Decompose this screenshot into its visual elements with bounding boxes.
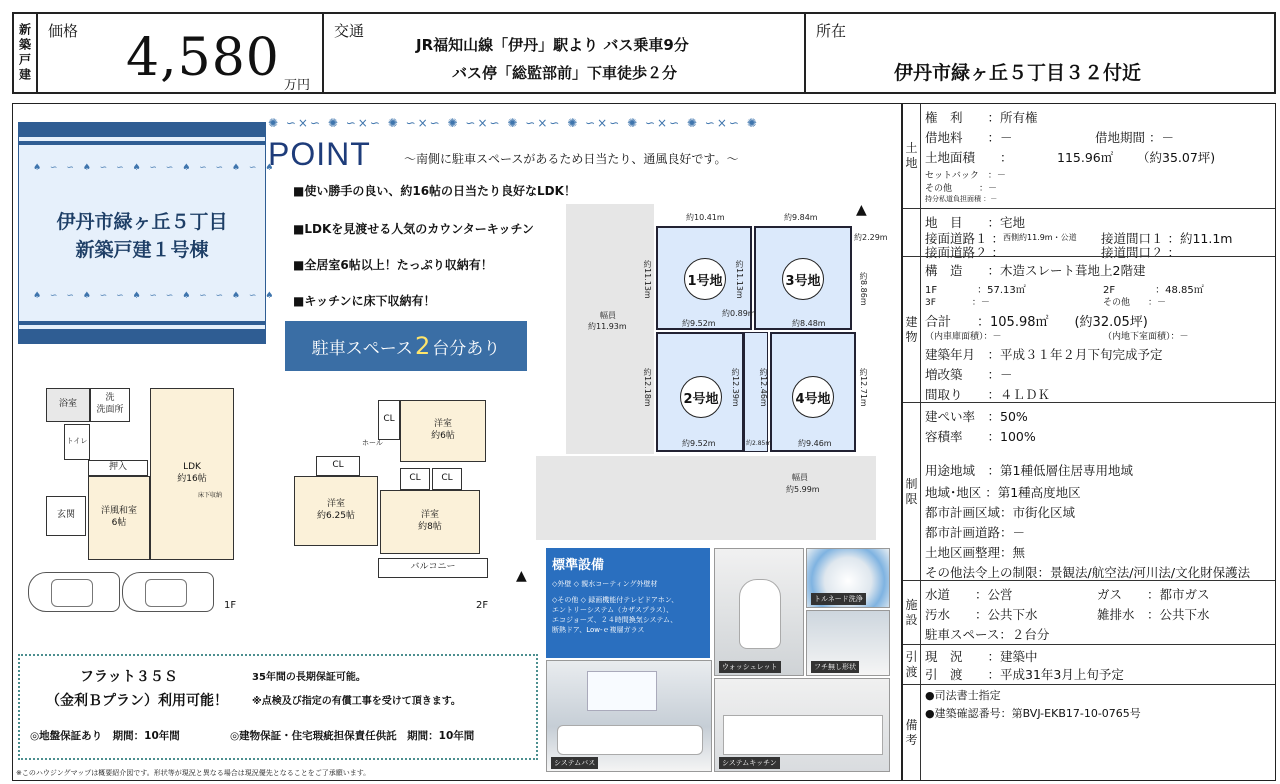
location-label: 所在 (816, 22, 847, 40)
parking: 駐車スペース：２台分 (925, 627, 1050, 642)
frontage1: 接道間口１ ：約11.1m (1101, 231, 1233, 246)
land-area-label: 土地面積 ： (925, 150, 1013, 165)
f2-cl-2-label: CL (332, 460, 344, 471)
notes-label-2: 考 (905, 732, 918, 747)
kitchen-caption: システムキッチン (719, 757, 780, 769)
north-arrow-icon: ▲ (856, 202, 867, 218)
f1-bath (46, 388, 90, 422)
handover-label-2: 渡 (905, 664, 918, 679)
f1-toilet (64, 424, 90, 460)
f1-sink-label: 洗 (105, 393, 115, 404)
notes-section-label (903, 685, 921, 780)
floor3-area: 3F ：－ (925, 298, 990, 308)
dim-3: 約2.29m (854, 233, 888, 242)
location-cell (804, 12, 1276, 94)
parking-badge (285, 321, 527, 371)
point-subtitle: ～南側に駐車スペースがあるため日当たり、通風良好です。～ (404, 152, 739, 166)
f2-cl-4-label: CL (441, 473, 453, 484)
f1-ldk-label: LDK (183, 462, 201, 473)
f2-room-se (380, 490, 480, 554)
point-item-3: ■全居室6帖以上！たっぷり収納有！ (293, 258, 493, 272)
rimless-photo (806, 548, 890, 608)
point-item-4: ■キッチンに床下収納有！ (293, 294, 436, 308)
car-icon-1 (28, 572, 120, 612)
lease-fee: 借地料 ：－ (925, 130, 1013, 145)
f2-room-se-label: 洋室 (420, 510, 439, 521)
access-line1: JR福知山線「伊丹」駅より バス乗車9分 (416, 36, 689, 54)
handover-section (903, 644, 1275, 684)
handover-date: 引 渡 ：平成31年3月上旬予定 (925, 667, 1124, 682)
building-label-2: 物 (905, 329, 918, 344)
land-label-1: 土 (905, 141, 918, 155)
point-item-1: ■使い勝手の良い、約16帖の日当たり良好なLDK！ (293, 184, 576, 198)
access-label: 交通 (334, 22, 365, 40)
f1-washroom-label: 洗面所 (96, 405, 124, 415)
zone: 用途地域 ：第1種低層住居専用地域 (925, 463, 1133, 478)
f1-entrance-label: 玄関 (56, 510, 75, 521)
parking-badge-num: 2 (414, 332, 431, 360)
equipment-line4: エコジョーズ、２４時間換気システム、 (552, 616, 678, 624)
bath-photo (546, 660, 712, 772)
f1-ldk (150, 388, 234, 560)
building-section (903, 256, 1275, 402)
equipment-line3: エントリーシステム（カザスプラス）、 (552, 606, 674, 614)
price-label: 価格 (48, 22, 79, 40)
property-table (902, 103, 1276, 781)
dim-10: 約0.89m (722, 309, 756, 318)
f2-cl-3 (400, 468, 430, 490)
extension: 増改築 ：－ (925, 367, 1013, 382)
banner-ornament-bottom: ♠ ∽ ∽ ♠ ∽ ∽ ♠ ∽ ∽ ♠ ∽ ∽ ♠ ∽ ♠ (33, 291, 277, 301)
f2-room-north-label: 洋室 (433, 419, 452, 430)
dim-16: 約9.52m (682, 439, 716, 448)
equipment-text-box (546, 548, 710, 658)
district: 地域･地区 ：第1種高度地区 (925, 485, 1081, 500)
dim-18: 約9.46m (798, 439, 832, 448)
note2: ●建築確認番号：第BVJ-EKB17-10-0765号 (925, 707, 1141, 720)
limits-section-label (903, 403, 921, 580)
f1-bath-label: 浴室 (58, 399, 77, 410)
f2-room-sw (294, 476, 378, 546)
note1: ●司法書士指定 (925, 689, 1001, 702)
access-cell (322, 12, 806, 94)
garage-area: （内車庫面積）：－ (925, 332, 1002, 342)
location-value: 伊丹市緑ヶ丘５丁目３２付近 (894, 62, 1142, 84)
f2-room-sw-size: 約6.25帖 (316, 511, 356, 521)
land-section (903, 104, 1275, 208)
banner-ornament-top: ♠ ∽ ∽ ♠ ∽ ∽ ♠ ∽ ∽ ♠ ∽ ∽ ♠ ∽ ♠ (33, 163, 277, 173)
land-area-tsubo: （約35.07坪) (1137, 150, 1216, 165)
flat35-title2: （金利Ｂプラン）利用可能！ (46, 693, 228, 709)
south-road (536, 456, 876, 540)
flat35-warranty2: ◎建物保証・住宅瑕疵担保責任供託 期間：10年間 (230, 730, 475, 742)
dim-20: 約5.99m (786, 485, 820, 494)
road2: 接面道路２ ： (925, 245, 1004, 260)
f2-room-sw-label: 洋室 (326, 499, 345, 510)
point-item-2: ■LDKを見渡せる人気のカウンターキッチン (293, 222, 534, 236)
private-road: 持分私道負担面積 ：－ (925, 195, 998, 203)
price-cell (36, 12, 324, 94)
floor-other-area: その他 ：－ (1103, 298, 1167, 308)
dim-14: 約12.46m (759, 368, 768, 407)
road1: 接面道路１ ： (925, 231, 1004, 246)
point-title: POINT (268, 136, 371, 172)
banner (18, 122, 277, 344)
f1-jroom-size: 6帖 (111, 518, 127, 528)
equipment-line1: ◇外壁 ◇ 親水コーティング外壁材 (552, 580, 658, 588)
limits-section (903, 402, 1275, 580)
bath-window (587, 671, 657, 711)
f1-ldk-size: 約16帖 (177, 474, 207, 484)
facilities-section-label (903, 581, 921, 644)
lot-4 (770, 332, 856, 452)
lot-3-label: 3号地 (782, 258, 824, 300)
fuchi-photo (806, 610, 890, 676)
facility-label-1: 施 (905, 597, 918, 612)
land-sub-section (903, 208, 1275, 260)
lot-1-label: 1号地 (684, 258, 726, 300)
banner-bottom-stripe (19, 329, 265, 343)
dim-4: 約11.13m (643, 260, 652, 299)
f2-cl-2 (316, 456, 360, 476)
f2-cl-4 (432, 468, 462, 490)
dim-15: 約12.71m (859, 368, 868, 407)
f2-room-se-size: 約8帖 (418, 522, 442, 532)
floor1-plan (18, 366, 264, 618)
dim-2: 約9.84m (784, 213, 818, 222)
access-line2: バス停「総監部前」下車徒歩２分 (452, 64, 678, 82)
far: 容積率 ：100% (925, 429, 1036, 444)
dim-19: 幅員 (792, 473, 808, 482)
dim-6: 約8.86m (859, 272, 868, 306)
banner-top-stripe (19, 123, 265, 137)
equipment-panel (546, 546, 892, 774)
floor2-area: 2F ：48.85㎡ (1103, 285, 1204, 296)
water: 水道 ：公営 (925, 587, 1013, 602)
kitchen-photo (714, 678, 890, 772)
limit-label-1: 制 (905, 476, 918, 491)
handover-label-1: 引 (905, 649, 918, 664)
lease-term: 借地期間 ：－ (1095, 130, 1174, 145)
facility-label-2: 設 (905, 612, 918, 627)
sewage: 汚水 ：公共下水 (925, 607, 1038, 622)
rimless-caption: トルネード洗浄 (811, 593, 866, 605)
f2-room-north (400, 400, 486, 462)
f1-entrance (46, 496, 86, 536)
gas: ガス ：都市ガス (1097, 587, 1210, 602)
flat35-warranty1: ◎地盤保証あり 期間：10年間 (30, 730, 180, 742)
dim-11: 約8.48m (792, 319, 826, 328)
dim-12: 約12.18m (643, 368, 652, 407)
flat35-desc1: 35年間の長期保証可能。 (252, 672, 366, 683)
f2-cl-3-label: CL (409, 473, 421, 484)
notes-label-1: 備 (905, 717, 918, 732)
f1-underfloor-storage: 床下収納 (198, 492, 223, 499)
handover-section-label (903, 645, 921, 684)
price-unit: 万円 (284, 78, 311, 93)
parking-badge-pre: 駐車スペース (311, 338, 413, 359)
f1-jroom-label: 洋風和室 (100, 506, 137, 517)
header-badge-cell (12, 12, 38, 94)
f2-room-north-size: 約6帖 (431, 431, 455, 441)
other-laws: その他法令上の制限：景観法/航空法/河川法/文化財保護法 (925, 565, 1251, 580)
new-build-badge: 新築戸建 (17, 23, 32, 83)
equipment-line5: 断熱ドア、Low-ｅ複層ガラス (552, 626, 645, 634)
city-plan: 都市計画区域：市街化区域 (925, 505, 1076, 520)
frontage2: 接道間口２ ： (1101, 245, 1180, 260)
layout: 間取り ：４ＬＤＫ (925, 387, 1051, 402)
lot-4-label: 4号地 (792, 376, 834, 418)
toilet-caption: ウォッシュレット (719, 661, 781, 673)
land-sub-label (903, 209, 921, 256)
other: その他 ：－ (925, 184, 998, 194)
drain: 雑排水 ：公共下水 (1097, 607, 1210, 622)
north-arrow-icon-2: ▲ (516, 568, 527, 584)
price-value: 4,580 (126, 28, 280, 88)
f2-balcony-label: バルコニー (410, 562, 456, 573)
floor2-label: 2F (476, 600, 489, 611)
status: 現 況 ：建築中 (925, 649, 1038, 664)
dim-13: 約12.39m (731, 368, 740, 407)
dim-9: 約9.52m (682, 319, 716, 328)
city-road: 都市計画道路：－ (925, 525, 1026, 540)
f1-sink (90, 388, 130, 422)
lot-2-label: 2号地 (680, 376, 722, 418)
toilet-photo (714, 548, 804, 676)
car-icon-2 (122, 572, 214, 612)
f1-closet-label: 押入 (108, 462, 127, 473)
rights: 権 利 ：所有権 (925, 110, 1038, 125)
basement-area: （内地下室面積）：－ (1103, 332, 1189, 342)
road1-value: 西側約11.9m・公道 (1003, 233, 1077, 242)
building-label-1: 建 (905, 314, 918, 329)
limit-label-2: 限 (905, 491, 918, 506)
structure: 構 造 ：木造スレート葺地上2階建 (925, 263, 1146, 278)
floor1-label: 1F (224, 600, 237, 611)
fuchi-caption: フチ無し形状 (811, 661, 859, 673)
bcr: 建ぺい率 ：50% (925, 409, 1028, 424)
f2-cl-1-label: CL (383, 414, 395, 425)
dim-5: 約11.13m (735, 260, 744, 299)
land-section-label (903, 104, 921, 208)
flat35-box (18, 654, 538, 760)
parking-badge-post: 台分あり (432, 338, 501, 359)
dim-8: 約11.93m (588, 322, 627, 331)
notes-section (903, 684, 1275, 780)
banner-top-stripe-thin (19, 141, 265, 145)
equipment-title: 標準設備 (552, 558, 605, 573)
dim-17: 約2.85m (746, 440, 772, 447)
flat35-title1: フラット３５Ｓ (80, 669, 178, 685)
built-date: 建築年月 ：平成３１年２月下旬完成予定 (925, 347, 1163, 362)
flat35-desc2: ※点検及び指定の有償工事を受けて頂きます。 (252, 696, 461, 707)
building-section-label (903, 257, 921, 402)
f1-japanese-room (88, 476, 150, 560)
land-area: 115.96㎡ (1057, 150, 1114, 165)
lot-3 (754, 226, 852, 330)
f2-cl-1 (378, 400, 400, 440)
footnote: ※このハウジングマップは概要紹介図です。形状等が現況と異なる場合は現況優先となることをご了承願います。 (16, 769, 371, 777)
setback: セットバック ：－ (925, 171, 1006, 181)
bath-tub (557, 725, 703, 755)
total-area: 合計 ：105.98㎡ (約32.05坪) (925, 315, 1148, 330)
equipment-line2: ◇その他 ◇ 録画機能付テレビドアホン、 (552, 596, 679, 604)
floor2-plan (286, 376, 534, 616)
facilities-section (903, 580, 1275, 644)
dim-1: 約10.41m (686, 213, 725, 222)
land-label-2: 地 (905, 156, 918, 170)
f2-hall-label: ホール (362, 439, 383, 447)
toilet-shape (739, 579, 781, 649)
floor1-area: 1F ：57.13㎡ (925, 285, 1026, 296)
banner-line1: 伊丹市緑ヶ丘５丁目 (56, 211, 228, 233)
bath-caption: システムバス (551, 757, 598, 769)
site-plan (536, 200, 892, 540)
readjust: 土地区画整理：無 (925, 545, 1026, 560)
banner-bottom-stripe-thin (19, 321, 265, 325)
f1-toilet-label: トイレ (66, 437, 88, 446)
f2-balcony (378, 558, 488, 578)
f1-closet (88, 460, 148, 476)
chimoku: 地 目 ：宅地 (925, 215, 1026, 230)
point-ornament-row: ✺ ∽×∽ ✺ ∽×∽ ✺ ∽×∽ ✺ ∽×∽ ✺ ∽×∽ ✺ ∽×∽ ✺ ∽×∽ ✺ ∽×∽ ✺ (268, 116, 759, 130)
banner-line2: 新築戸建１号棟 (75, 239, 209, 261)
dim-7: 幅員 (600, 311, 616, 320)
kitchen-counter (723, 715, 883, 755)
